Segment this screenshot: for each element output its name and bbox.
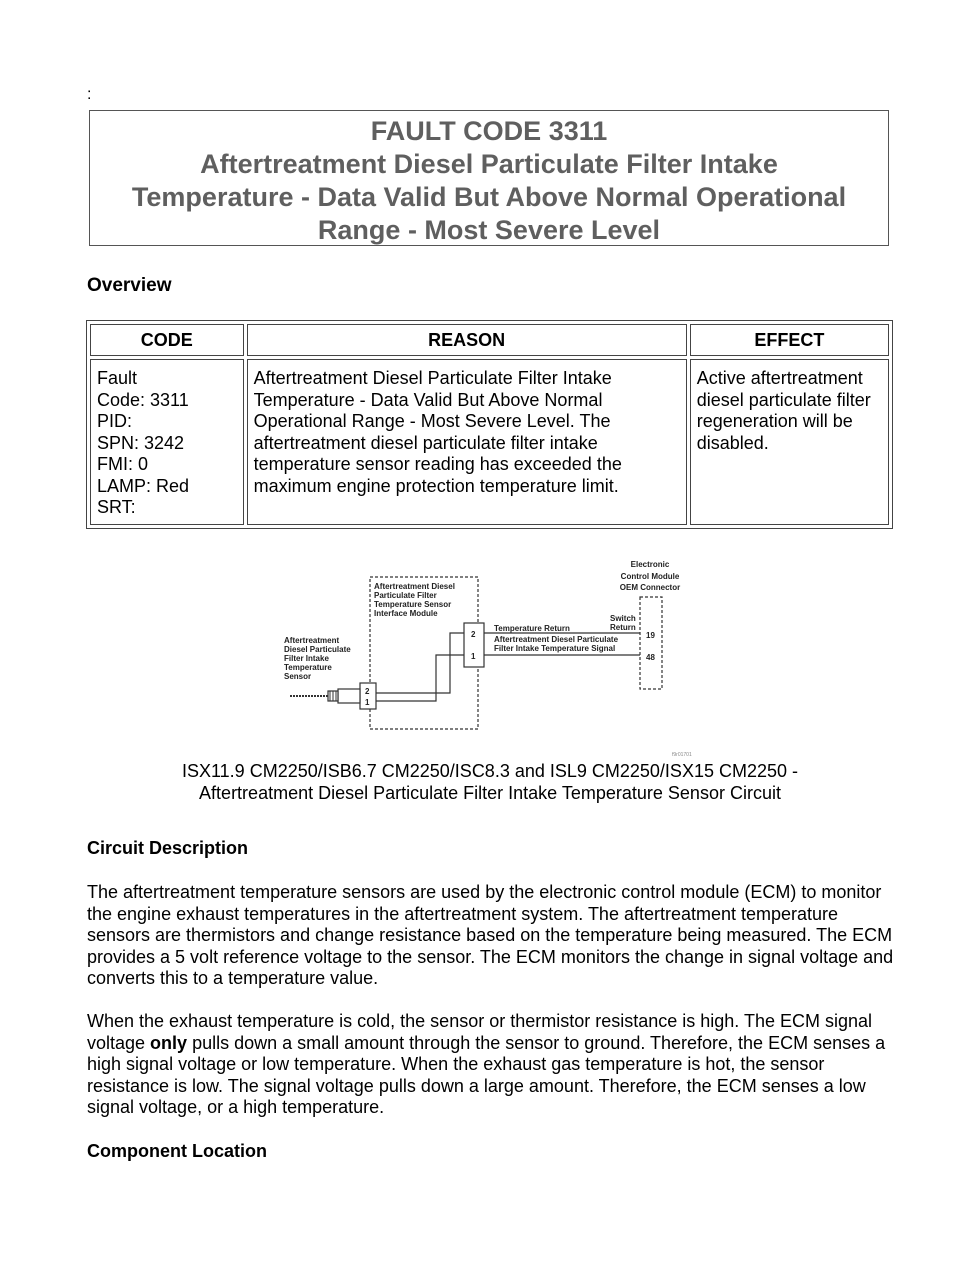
circuit-description-heading: Circuit Description	[87, 838, 249, 858]
reason-line: Aftertreatment Diesel Particulate Filter Intake	[253, 368, 612, 388]
code-cell	[90, 359, 244, 525]
module-label: Interface Module	[374, 609, 438, 618]
code-line: SRT:	[97, 497, 136, 517]
ecm-pin-19: 19	[646, 631, 655, 640]
paragraph-text: When the exhaust temperature is cold, the sensor or thermistor resistance is high. The ECM signal voltage	[87, 1011, 873, 1053]
component-location-heading: Component Location	[87, 1141, 267, 1161]
sensor-pin-2: 2	[365, 687, 370, 696]
sensor-label: Sensor	[284, 672, 312, 681]
header-code: CODE	[90, 324, 244, 356]
fault-title-box	[89, 110, 889, 246]
fault-title-line: Range - Most Severe Level	[317, 215, 661, 245]
sensor-circuit-diagram	[280, 555, 700, 760]
overview-heading: Overview	[87, 275, 172, 296]
figure-id: f9r01701	[672, 752, 692, 758]
sensor-pin-1: 1	[365, 698, 370, 707]
diagram-caption	[90, 761, 890, 804]
sensor-label: Temperature	[284, 663, 332, 672]
switch-return-label: Return	[610, 623, 636, 632]
module-label: Particulate Filter	[374, 591, 437, 600]
ecm-label: Electronic	[630, 560, 670, 569]
emphasis-only: only	[150, 1032, 188, 1053]
switch-return-label: Switch	[610, 614, 636, 623]
sensor-label: Diesel Particulate	[284, 645, 351, 654]
code-line: SPN: 3242	[97, 432, 185, 453]
header-effect: EFFECT	[690, 324, 889, 356]
caption-line: ISX11.9 CM2250/ISB6.7 CM2250/ISC8.3 and ISL9 CM2250/ISX15 CM2250 -	[181, 761, 799, 781]
table-header-row	[90, 324, 889, 356]
ecm-connector-box	[640, 597, 662, 689]
effect-line: Active aftertreatment	[696, 368, 863, 388]
reason-cell	[247, 359, 687, 525]
header-reason: REASON	[247, 324, 687, 356]
module-label: Temperature Sensor	[374, 600, 452, 609]
effect-cell	[690, 359, 889, 525]
ecm-label: Control Module	[620, 572, 680, 581]
module-pin-2: 2	[471, 630, 476, 639]
temperature-sensor-probe	[290, 689, 360, 703]
sensor-label: Filter Intake	[284, 654, 329, 663]
reason-line: aftertreatment diesel particulate filter intake	[253, 432, 598, 453]
page-marker: :	[87, 86, 92, 103]
ecm-label: OEM Connector	[619, 583, 681, 592]
fault-code-title: FAULT CODE 3311	[370, 116, 608, 146]
fault-title-line: Aftertreatment Diesel Particulate Filter Intake	[200, 149, 778, 179]
code-line: Fault	[97, 368, 138, 388]
fault-title-line: Temperature - Data Valid But Above Normal Operational	[131, 182, 847, 212]
reason-line: Operational Range - Most Severe Level. The	[253, 411, 611, 431]
circuit-paragraph-1: The aftertreatment temperature sensors are used by the electronic control module (ECM) to monitor the engine exhaust temperatures in the aftertreatment system. The aftertreatment temperature sensors are thermistors and change resistance based on the temperature being measured. The ECM provides a 5 volt reference voltage to the sensor. The ECM monitors the change in signal voltage and converts this to a temperature value.	[87, 882, 894, 989]
module-pin-1: 1	[471, 652, 476, 661]
code-line: Code: 3311	[97, 389, 189, 410]
wire-bottom-label: Filter Intake Temperature Signal	[494, 644, 616, 653]
caption-line: Aftertreatment Diesel Particulate Filter Intake Temperature Sensor Circuit	[199, 782, 781, 803]
effect-line: disabled.	[696, 432, 769, 453]
code-line: LAMP: Red	[97, 475, 190, 496]
wire-bottom-label: Aftertreatment Diesel Particulate	[494, 635, 619, 644]
module-internal-wire	[376, 655, 464, 701]
code-line: PID:	[97, 411, 133, 431]
module-internal-wire	[376, 633, 464, 693]
reason-line: maximum engine protection temperature limit.	[253, 475, 619, 496]
module-label: Aftertreatment Diesel	[374, 582, 455, 591]
ecm-pin-48: 48	[646, 653, 655, 662]
table-row	[90, 359, 889, 525]
circuit-paragraph-2	[87, 1011, 897, 1119]
sensor-label: Aftertreatment	[284, 636, 340, 645]
code-line: FMI: 0	[97, 454, 149, 474]
effect-line: regeneration will be	[696, 411, 853, 431]
paragraph-text: pulls down a small amount through the sensor to ground. Therefore, the ECM senses a high signal voltage or low temperature. When the exhaust gas temperature is hot, the sensor resistance is low. The signal voltage pulls down a large amount. Therefore, the ECM senses a low signal voltage, or a high temperature.	[87, 1032, 886, 1118]
reason-line: Temperature - Data Valid But Above Normal	[253, 389, 603, 410]
effect-line: diesel particulate filter	[696, 389, 871, 410]
reason-line: temperature sensor reading has exceeded the	[253, 454, 622, 474]
wire-top-label: Temperature Return	[494, 624, 570, 633]
overview-table	[86, 320, 893, 529]
